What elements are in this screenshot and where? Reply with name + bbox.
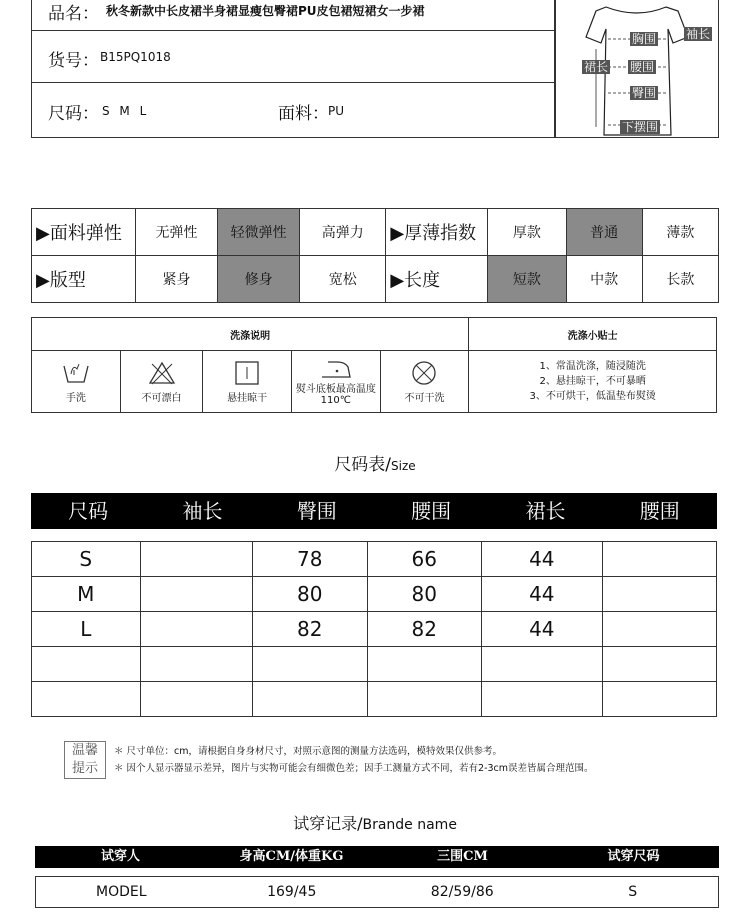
size-chart-table: [31, 541, 717, 717]
option-loose: 宽松: [300, 256, 386, 303]
product-fabric-label: 面料：: [278, 104, 329, 124]
care-label-hang-dry: 悬挂晾干: [227, 392, 268, 404]
option-no-stretch: 无弹性: [135, 209, 217, 256]
table-cell: 80: [367, 577, 482, 612]
care-title: 洗涤说明: [32, 318, 469, 351]
size-header-size: 尺码: [68, 499, 109, 523]
table-cell: [482, 682, 603, 717]
table-cell: 80: [252, 577, 367, 612]
care-label-no-bleach: 不可漂白: [141, 392, 182, 404]
care-tips-title: 洗涤小贴士: [469, 318, 717, 351]
table-cell: 44: [482, 612, 603, 647]
table-cell: [602, 682, 716, 717]
table-cell: [140, 612, 252, 647]
diagram-chest-label: 胸围: [632, 32, 657, 46]
care-tip: 3、不可烘干，低温垫布熨烫: [529, 391, 656, 402]
option-slight-stretch: 轻微弹性: [218, 209, 300, 256]
care-tips: [469, 351, 717, 413]
table-cell: 82: [367, 612, 482, 647]
diagram-hem-label: 下摆围: [622, 120, 659, 134]
diagram-waist-label: 腰围: [630, 60, 655, 74]
product-sku-value: B15PQ1018: [100, 50, 171, 64]
trial-cell-measurements: 82/59/86: [430, 884, 494, 900]
care-item-hang-dry: [203, 351, 292, 413]
trial-header-measurements: 三围CM: [437, 849, 488, 864]
option-long: 长款: [642, 256, 718, 303]
table-cell: [252, 647, 367, 682]
iron-icon: [319, 357, 353, 381]
trial-header-size: 试穿尺码: [607, 849, 660, 864]
care-tip: 1、常温洗涤，随浸随洗: [539, 361, 646, 372]
diagram-sleeve-label: 袖长: [686, 27, 711, 41]
table-cell: 78: [252, 542, 367, 577]
product-name-label: 品名：: [48, 4, 99, 24]
trial-title-cn: 试穿记录/: [293, 814, 363, 833]
table-cell: [602, 612, 716, 647]
trial-header-height-weight: 身高CM/体重KG: [239, 849, 344, 864]
option-tight: 紧身: [135, 256, 217, 303]
trial-cell-person: MODEL: [95, 884, 147, 900]
notice-badge-line1: 温馨: [71, 743, 98, 758]
trial-title-en: Brande name: [362, 817, 457, 833]
table-cell: 44: [482, 577, 603, 612]
trial-cell-height-weight: 169/45: [267, 884, 317, 900]
table-cell: 82: [252, 612, 367, 647]
trial-header-person: 试穿人: [100, 849, 140, 864]
elasticity-heading: ▶面料弹性: [32, 209, 136, 256]
product-sku-label: 货号：: [48, 51, 99, 71]
table-cell: [252, 682, 367, 717]
option-normal: 普通: [566, 209, 642, 256]
option-thin: 薄款: [642, 209, 718, 256]
product-name-row: [32, 0, 554, 31]
option-thick: 厚款: [488, 209, 566, 256]
notice-badge-line2: 提示: [71, 761, 98, 776]
table-cell: [32, 647, 141, 682]
hand-wash-icon: [61, 360, 91, 386]
trial-header: [35, 846, 719, 868]
table-cell: [140, 577, 252, 612]
table-row: [32, 577, 717, 612]
table-cell: 66: [367, 542, 482, 577]
size-header-waist-2: 腰围: [639, 499, 680, 523]
table-cell: S: [32, 542, 141, 577]
option-high-stretch: 高弹力: [300, 209, 386, 256]
table-cell: [32, 682, 141, 717]
attribute-row-fit: [32, 256, 719, 303]
care-item-no-dry-clean: [380, 351, 469, 413]
size-header-waist: 腰围: [411, 499, 452, 523]
no-bleach-icon: [147, 360, 177, 386]
care-item-no-bleach: [120, 351, 203, 413]
size-header-hip: 臀围: [296, 499, 337, 523]
care-label-no-dry-clean: 不可干洗: [404, 392, 445, 404]
size-header-sleeve: 袖长: [182, 499, 223, 523]
trial-row: [35, 876, 719, 908]
table-cell: [602, 647, 716, 682]
size-chart-title: [0, 450, 750, 475]
product-fabric-value: PU: [328, 104, 345, 118]
table-cell: [140, 647, 252, 682]
care-label-iron: 熨斗底板最高温度110℃: [295, 384, 376, 406]
product-size-value: S M L: [102, 104, 150, 118]
thickness-heading: ▶厚薄指数: [386, 209, 488, 256]
table-cell: [602, 577, 716, 612]
care-table: [31, 317, 717, 413]
option-slim: 修身: [218, 256, 300, 303]
table-cell: [602, 542, 716, 577]
care-label-hand-wash: 手洗: [65, 392, 86, 404]
care-item-hand-wash: [32, 351, 121, 413]
diagram-length-label: 裙长: [584, 60, 609, 74]
table-cell: [367, 682, 482, 717]
table-cell: [367, 647, 482, 682]
size-chart-header: [31, 493, 717, 529]
hang-dry-icon: [232, 360, 262, 386]
product-name-value: 秋冬新款中长皮裙半身裙显瘦包臀裙PU皮包裙短裙女一步裙: [106, 4, 425, 18]
care-tip: 2、悬挂晾干，不可暴晒: [539, 376, 646, 387]
notice-text: [114, 743, 594, 777]
measurement-diagram: [555, 0, 719, 138]
product-size-row: [32, 83, 554, 138]
table-cell: [140, 682, 252, 717]
attribute-row-elasticity: [32, 209, 719, 256]
notice-line: ＊ 尺寸单位：cm，请根据自身身材尺寸，对照示意图的测量方法选码，模特效果仅供参考。: [114, 746, 502, 757]
product-sku-row: [32, 31, 554, 83]
table-row: [32, 542, 717, 577]
product-info-box: [31, 0, 555, 138]
diagram-hip-label: 臀围: [632, 86, 657, 100]
trial-title: [0, 811, 750, 834]
size-chart-title-cn: 尺码表/: [334, 455, 392, 475]
option-medium: 中款: [566, 256, 642, 303]
length-heading: ▶长度: [386, 256, 488, 303]
table-cell: [482, 647, 603, 682]
notice-line: ＊ 因个人显示器显示差异，图片与实物可能会有细微色差；因手工测量方式不同，若有2-3cm误差皆属合理范围。: [114, 763, 594, 774]
size-chart-title-en: Size: [391, 459, 416, 473]
notice-badge: [64, 741, 106, 779]
table-row: [32, 612, 717, 647]
trial-cell-size: S: [628, 884, 638, 900]
fit-heading: ▶版型: [32, 256, 136, 303]
table-cell: [140, 542, 252, 577]
table-cell: L: [32, 612, 141, 647]
product-size-label: 尺码：: [48, 104, 99, 124]
table-row: [32, 647, 717, 682]
option-short: 短款: [488, 256, 566, 303]
care-item-iron: [292, 351, 381, 413]
table-cell: 44: [482, 542, 603, 577]
table-cell: M: [32, 577, 141, 612]
no-dry-clean-icon: [410, 360, 438, 386]
table-row: [32, 682, 717, 717]
attributes-table: [31, 208, 719, 303]
size-header-length: 裙长: [525, 499, 566, 523]
